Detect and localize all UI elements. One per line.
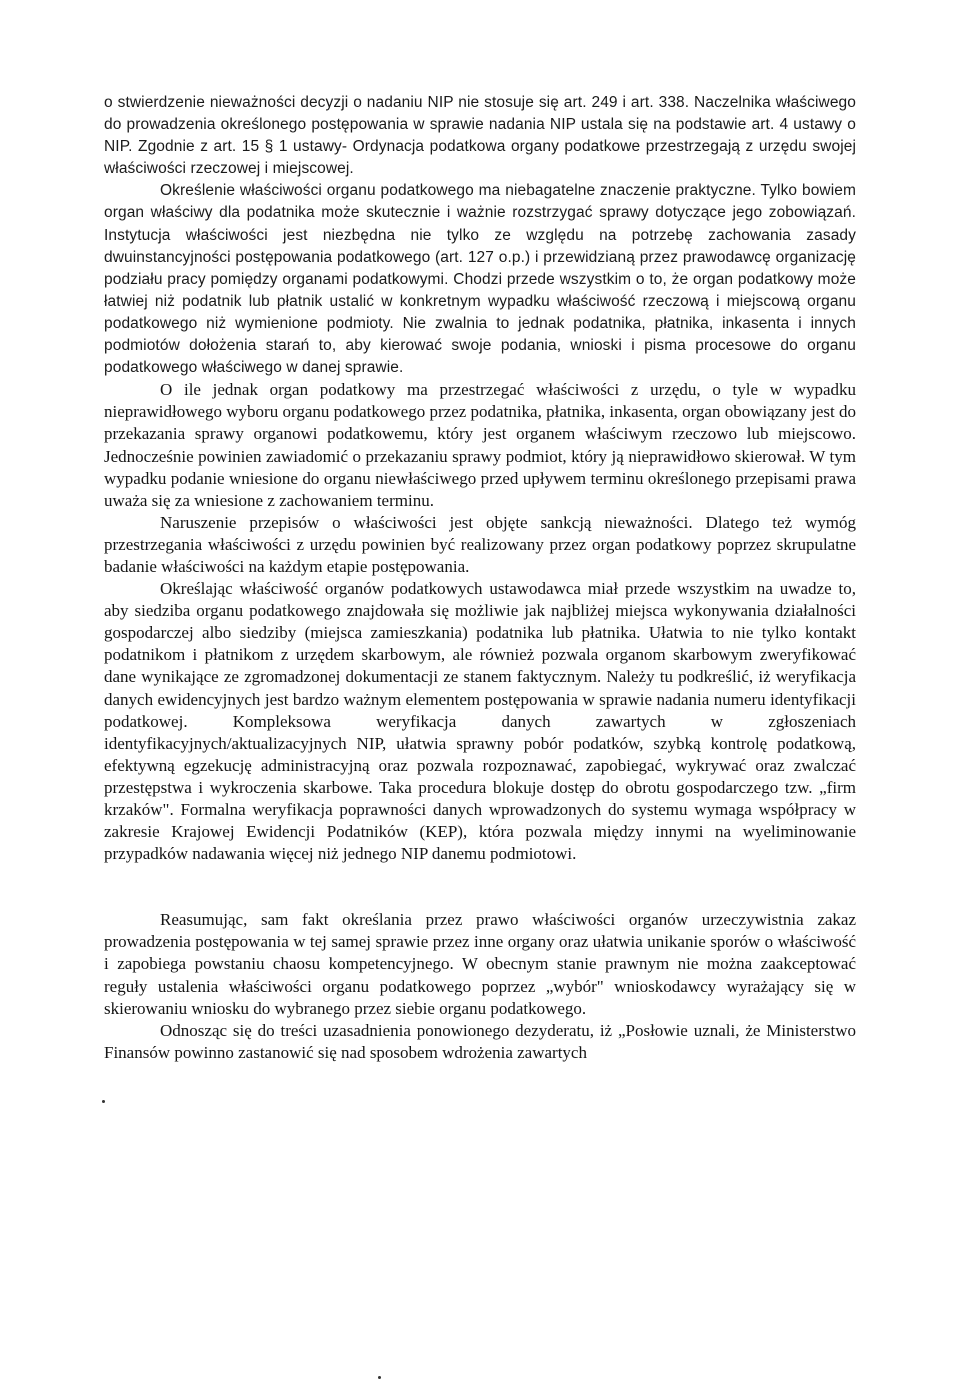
paragraph-transfer-of-case: O ile jednak organ podatkowy ma przestrzegać właściwości z urzędu, o tyle w wypadku nieprawidłowego wyboru organu podatkowego przez podatnika, płatnika, inkasenta, organ obowiązany jest do przekazania sprawy organowi podatkowemu, który jest organem właściwym rzeczowo lub miejscowo. Jednocześnie powinien zawiadomić o przekazaniu sprawy podmiot, który ją nieprawidłowo skierował. W tym wypadku podanie wniesione do organu niewłaściwego przed upływem terminu określonego przepisami prawa uważa się za wniesione z zachowaniem terminu. <box>104 380 856 510</box>
paragraph-nullity-sanction: Naruszenie przepisów o właściwości jest objęte sankcją nieważności. Dlatego też wymóg przestrzegania właściwości z urzędu powinien być realizowany przez organ podatkowy poprzez skrupulatne badanie właściwości na każdym etapie postępowania. <box>104 512 856 576</box>
scan-speck <box>378 1376 381 1379</box>
paragraph-desideratum: Odnosząc się do treści uzasadnienia ponowionego dezyderatu, iż „Posłowie uznali, że Ministerstwo Finansów powinno zastanowić się nad sposobem wdrożenia zawartych <box>104 1020 856 1062</box>
paragraph-competence-significance: Określenie właściwości organu podatkowego ma niebagatelne znaczenie praktyczne. Tylko bowiem organ właściwy dla podatnika może skutecznie i ważnie rozstrzygać sprawy dotyczące jego zobowiązań. Instytucja właściwości jest niezbędna nie tylko ze względu na potrzebę zachowania zasady dwuinstancyjności postępowania podatkowego (art. 127 o.p.) i przewidzianą przez prawodawcę organizację podziału pracy pomiędzy organami podatkowymi. Chodzi przede wszystkim o to, że organ podatkowy może łatwiej niż podatnik lub płatnik ustalić w konkretnym wypadku właściwość rzeczową i miejscową organu podatkowego niż wymienione podmioty. Nie zwalnia to jednak podatnika, płatnika, inkasenta i innych podmiotów dołożenia starań to, aby kierować swoje podania, wnioski i pisma procesowe do organu podatkowego właściwego w danej sprawie. <box>104 182 856 377</box>
paragraph-nip-invalidity: o stwierdzenie nieważności decyzji o nadaniu NIP nie stosuje się art. 249 i art. 338. Naczelnika właściwego do prowadzenia określonego postępowania w sprawie nadania NIP ustala się na podstawie art. 4 ustawy o NIP. Zgodnie z art. 15 § 1 ustawy- Ordynacja podatkowa organy podatkowe przestrzegają z urzędu swojej właściwości rzeczowej i miejscowej. <box>104 94 856 178</box>
paragraph-summary: Reasumując, sam fakt określania przez prawo właściwości organów urzeczywistnia zakaz prowadzenia postępowania w tej samej sprawie przez inne organy oraz ułatwia unikanie sporów o właściwość i zapobiega powstaniu chaosu kompetencyjnego. W obecnym stanie prawnym nie można zaakceptować reguły ustalenia właściwości organu podatkowego poprzez „wybór" wnioskodawcy wyrażający się w skierowaniu wniosku do wybranego przez siebie organu podatkowego. <box>104 910 856 1018</box>
paragraph-gap <box>104 865 856 909</box>
scan-speck <box>102 1100 105 1103</box>
paragraph-verification: Określając właściwość organów podatkowych ustawodawca miał przede wszystkim na uwadze to, aby siedziba organu podatkowego znajdowała się możliwie jak najbliżej miejsca wykonywania działalności gospodarczej albo siedziby (miejsca zamieszkania) podatnika lub płatnika. Ułatwia to nie tylko kontakt podatnikom i płatnikom z urzędem skarbowym, ale również pozwala organom skarbowym zweryfikować dane wynikające ze zgromadzonej dokumentacji ze stanem faktycznym. Należy tu podkreślić, iż weryfikacja danych ewidencyjnych jest bardzo ważnym elementem postępowania w sprawie nadania numeru identyfikacji podatkowej. Kompleksowa weryfikacja danych zawartych w zgłoszeniach identyfikacyjnych/aktualizacyjnych NIP, ułatwia sprawny pobór podatków, szybką kontrolę podatkową, efektywną egzekucję administracyjną oraz pozwala rozpoznawać, zapobiegać, wykrywać oraz zwalczać przestępstwa i wykroczenia skarbowe. Taka procedura blokuje dostęp do obrotu gospodarczego tzw. „firm krzaków". Formalna weryfikacja poprawności danych wprowadzonych do systemu wymaga współpracy w zakresie Krajowej Ewidencji Podatników (KEP), która pozwala między innymi na wyeliminowanie przypadków nadawania więcej niż jednego NIP danemu podmiotowi. <box>104 579 856 864</box>
document-body <box>104 92 856 1064</box>
